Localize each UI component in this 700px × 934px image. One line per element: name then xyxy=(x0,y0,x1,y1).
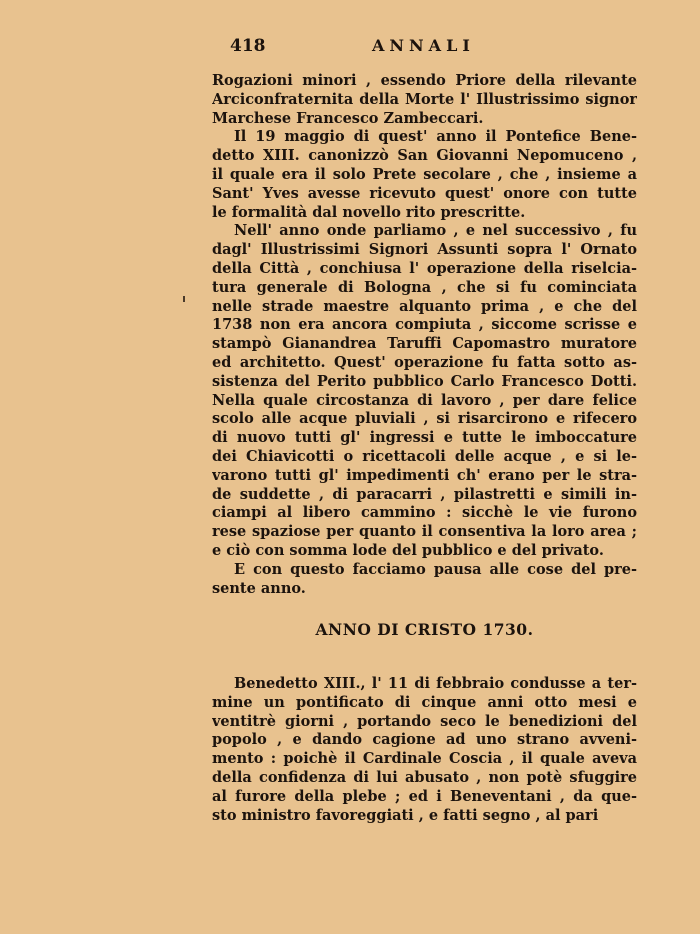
text-line: dei Chiavicotti o ricettacoli delle acque , e si le- xyxy=(212,447,637,465)
text-line: dagl' Illustrissimi Signori Assunti sopra l' Ornato xyxy=(212,241,637,259)
text-line: tura generale di Bologna , che si fu cominciata xyxy=(212,278,637,296)
text-line: detto XIII. canonizzò San Giovanni Nepomuceno , xyxy=(212,147,637,165)
text-line: e ciò con somma lode del pubblico e del privato. xyxy=(212,541,604,559)
text-line: mine un pontificato di cinque anni otto mesi e xyxy=(212,693,637,711)
page-header xyxy=(212,36,637,62)
paragraph xyxy=(212,675,637,825)
text-line: di nuovo tutti gl' ingressi e tutte le imboccature xyxy=(212,429,637,447)
text-line: della Città , conchiusa l' operazione della riselcia- xyxy=(212,259,637,277)
text-line: nelle strade maestre alquanto prima , e che del xyxy=(212,297,637,315)
paragraph xyxy=(212,128,637,222)
text-line: della confidenza di lui abusato , non potè sfuggire xyxy=(212,768,637,786)
text-line: ventitrè giorni , portando seco le benedizioni del xyxy=(212,712,637,730)
text-line: mento : poichè il Cardinale Coscia , il quale aveva xyxy=(212,750,637,768)
running-title: ANNALI xyxy=(372,36,475,55)
page-number: 418 xyxy=(230,36,266,56)
text-line: sistenza del Perito pubblico Carlo Francesco Dotti. xyxy=(212,372,637,390)
ink-speck xyxy=(183,296,185,302)
body-text-1729 xyxy=(212,72,637,598)
text-line: Marchese Francesco Zambeccari. xyxy=(212,109,484,127)
text-line: Nell' anno onde parliamo , e nel successivo , fu xyxy=(234,222,637,240)
text-line: stampò Gianandrea Taruffi Capomastro muratore xyxy=(212,335,637,353)
text-line: E con questo facciamo pausa alle cose del pre- xyxy=(234,560,637,578)
text-line: Sant' Yves avesse ricevuto quest' onore con tutte xyxy=(212,184,637,202)
text-line: le formalità dal novello rito prescritte. xyxy=(212,203,526,221)
text-line: Nella quale circostanza di lavoro , per dare felice xyxy=(212,391,637,409)
paragraph xyxy=(212,72,637,128)
section-heading: ANNO DI CRISTO 1730. xyxy=(315,620,534,639)
text-line: al furore della plebe ; ed i Beneventani , da que- xyxy=(212,787,637,805)
text-line: de suddette , di paracarri , pilastretti e simili in- xyxy=(212,485,637,503)
text-line: sto ministro favoreggiati , e fatti segno , al pari xyxy=(212,806,599,824)
text-line: Il 19 maggio di quest' anno il Pontefice Bene- xyxy=(234,128,637,146)
text-line: popolo , e dando cagione ad uno strano avveni- xyxy=(212,731,637,749)
text-line: il quale era il solo Prete secolare , che , insieme a xyxy=(212,165,637,183)
text-line: scolo alle acque pluviali , si risarcirono e rifecero xyxy=(212,410,637,428)
text-line: sente anno. xyxy=(212,579,306,597)
text-line: Benedetto XIII., l' 11 di febbraio condusse a ter- xyxy=(234,675,637,692)
body-text-1730 xyxy=(212,675,637,825)
text-line: 1738 non era ancora compiuta , siccome scrisse e xyxy=(212,316,637,334)
text-line: Rogazioni minori , essendo Priore della rilevante xyxy=(212,72,637,89)
paragraph xyxy=(212,561,637,599)
text-line: Arciconfraternita della Morte l' Illustrissimo signor xyxy=(212,90,637,108)
paragraph xyxy=(212,222,637,560)
text-line: rese spaziose per quanto il consentiva la loro area ; xyxy=(212,523,637,541)
text-line: ciampi al libero cammino : sicchè le vie furono xyxy=(212,504,637,522)
text-line: varono tutti gl' impedimenti ch' erano per le stra- xyxy=(212,466,637,484)
text-line: ed architetto. Quest' operazione fu fatta sotto as- xyxy=(212,353,637,371)
